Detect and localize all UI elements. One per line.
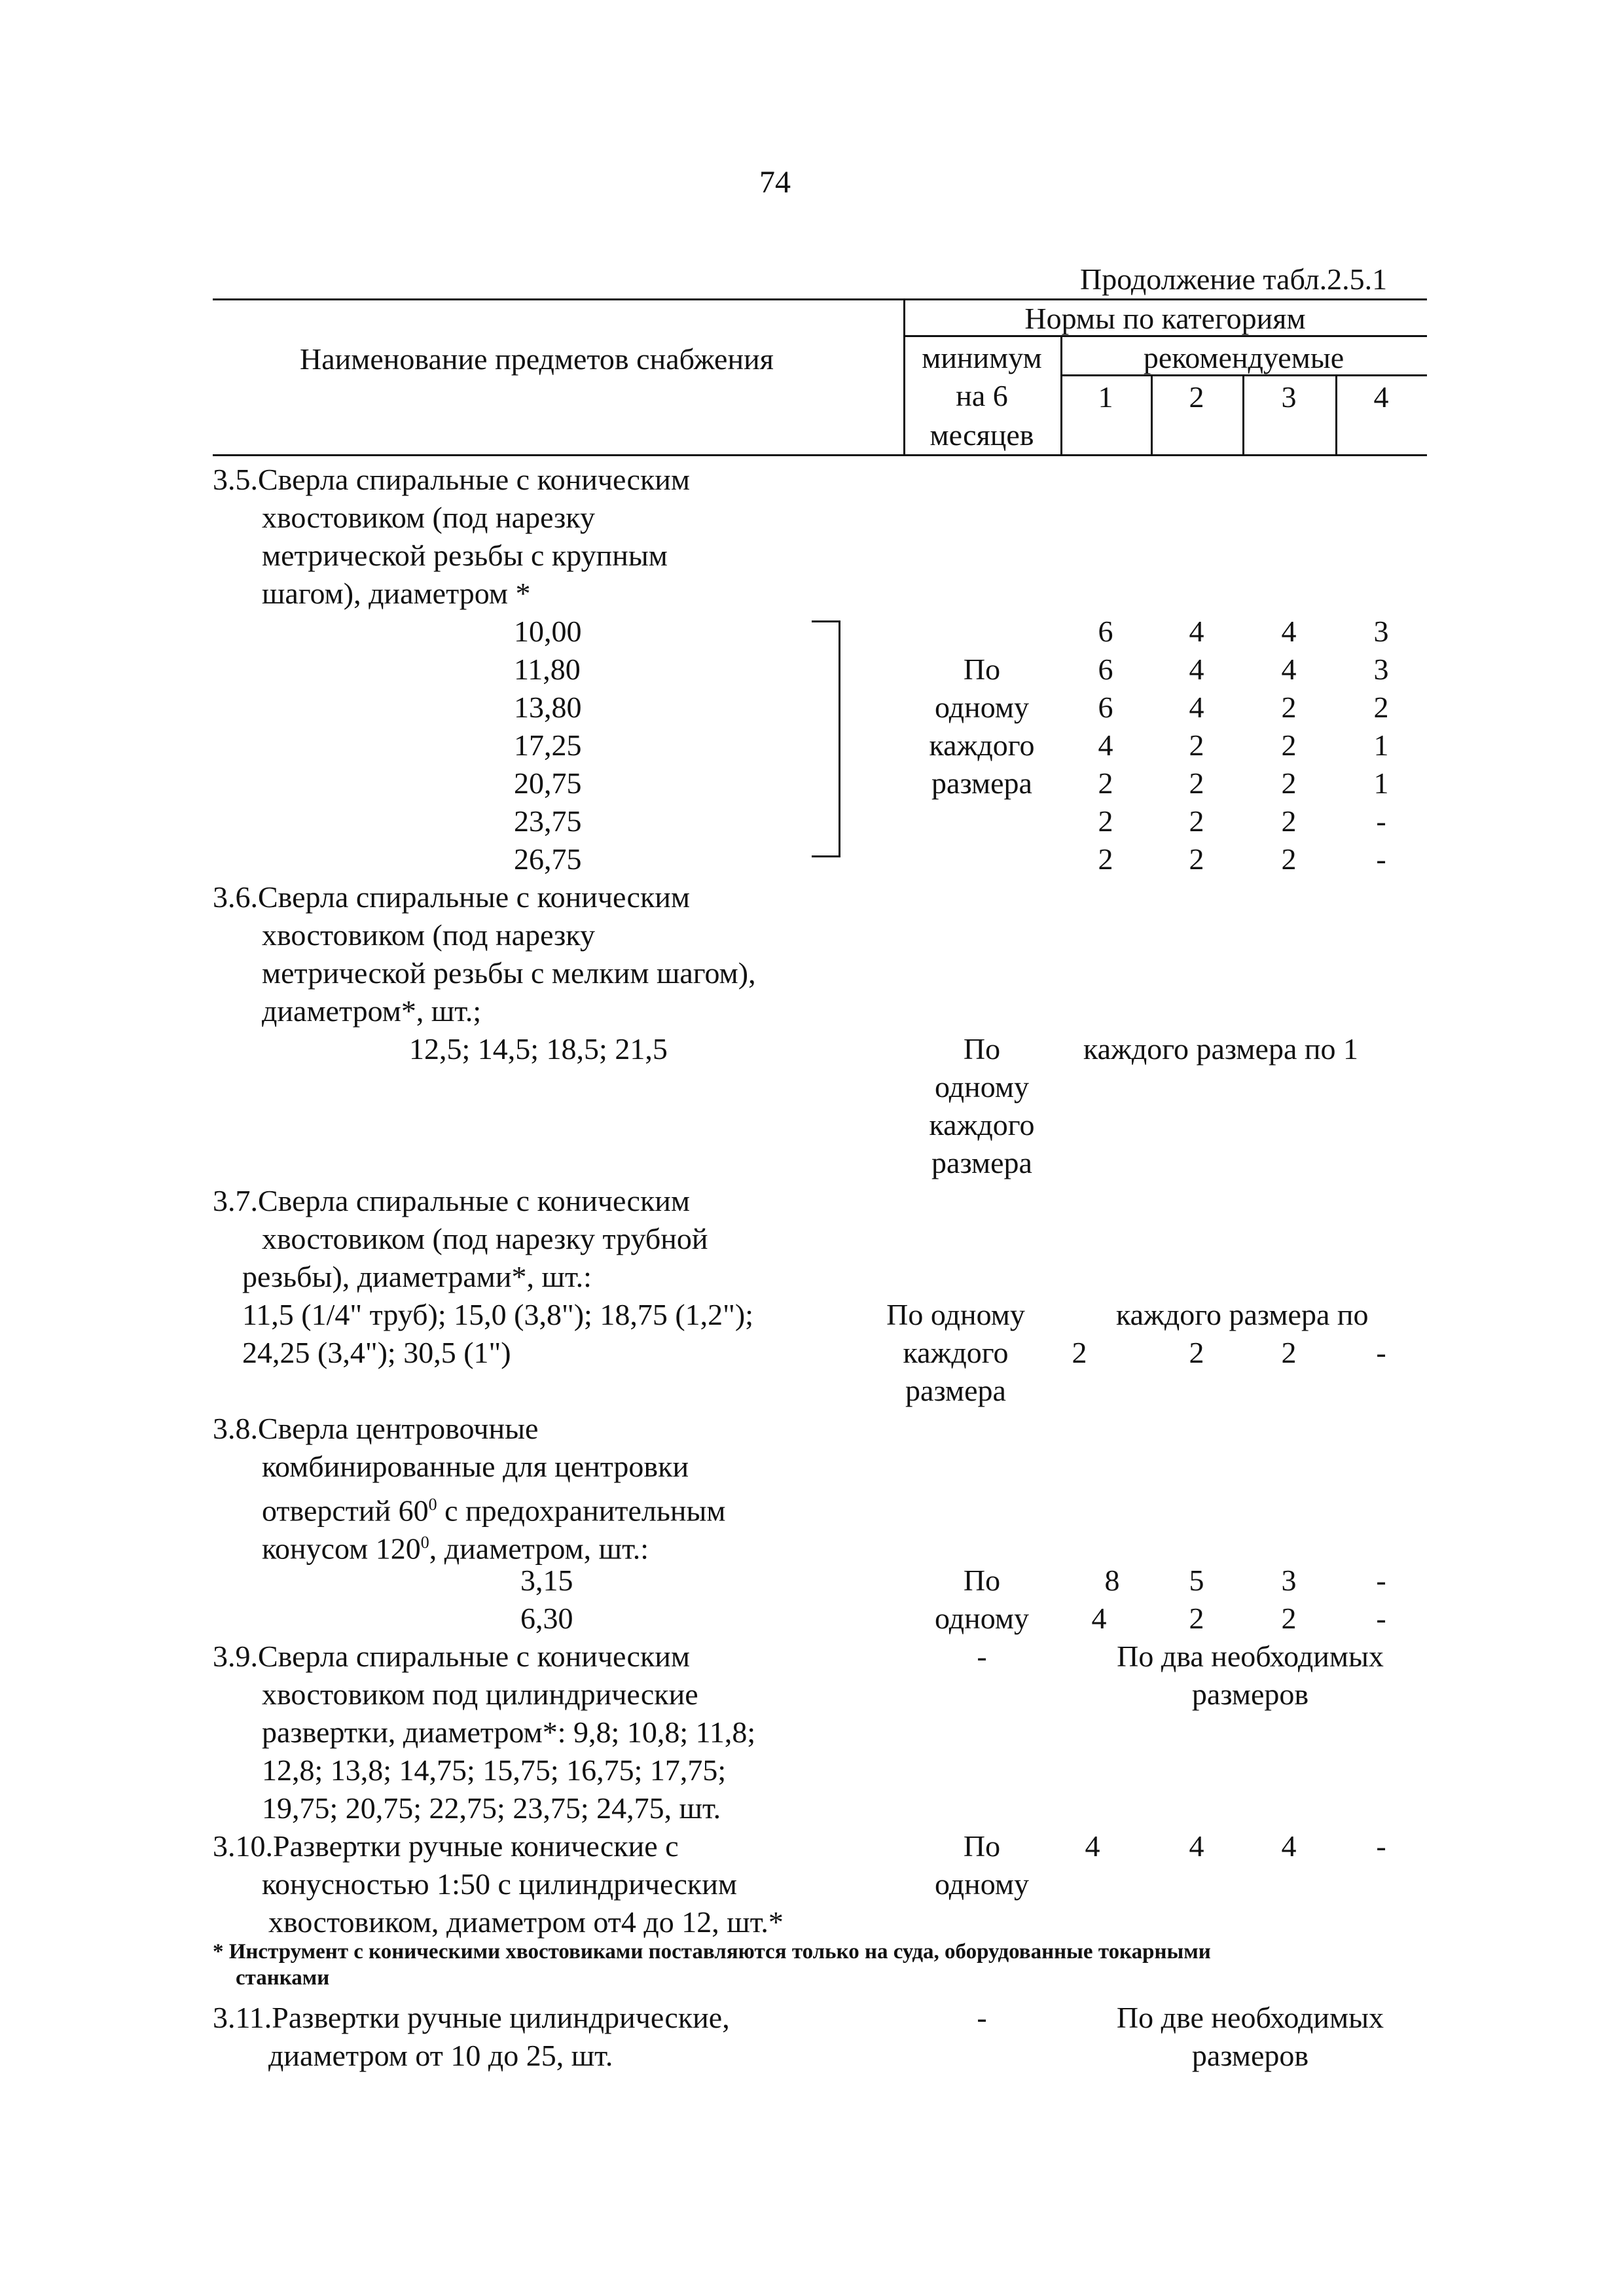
- item-3-10-line-3: хвостовиком, диаметром от4 до 12, шт.*: [268, 1905, 784, 1939]
- recommended-text: размеров: [1191, 2039, 1309, 2072]
- cat-2-value: 4: [1189, 653, 1204, 686]
- footnote-line-1: * Инструмент с коническими хвостовиками поставляются только на суда, оборудованные токарными: [213, 1940, 1211, 1964]
- item-3-6-line-2: хвостовиком (под нарезку: [262, 918, 595, 952]
- item-3-6-line-3: метрической резьбы с мелким шагом),: [262, 956, 756, 990]
- diameter: 23,75: [514, 804, 582, 838]
- cat-2-value: 2: [1189, 1602, 1204, 1635]
- footnote-line-2: станками: [236, 1966, 330, 1990]
- cat-4-value: -: [1376, 1602, 1386, 1635]
- cat-4-value: -: [1376, 1336, 1386, 1369]
- cat-2-value: 2: [1189, 766, 1204, 800]
- minimum-text: одному: [935, 1867, 1029, 1901]
- header-months: месяцев: [929, 418, 1034, 452]
- header-recommended: рекомендуемые: [1143, 341, 1344, 374]
- cat-4-value: -: [1376, 1564, 1386, 1597]
- cat-2-value: 2: [1189, 728, 1204, 762]
- header-cat-4: 4: [1373, 380, 1389, 414]
- item-3-8-line-2: комбинированные для центровки: [262, 1450, 689, 1483]
- cat-4-value: 1: [1373, 766, 1389, 800]
- item-3-11-line-1: 3.11.Развертки ручные цилиндрические,: [213, 2001, 730, 2034]
- cat-1-value: 2: [1098, 842, 1113, 876]
- cat-4-value: -: [1376, 842, 1386, 876]
- item-3-6-sizes: 12,5; 14,5; 18,5; 21,5: [409, 1032, 668, 1066]
- minimum-text: размера: [931, 1146, 1032, 1179]
- cat-4-value: -: [1376, 804, 1386, 838]
- cat-4-value: -: [1376, 1829, 1386, 1863]
- item-3-5-line-1: 3.5.Сверла спиральные с коническим: [213, 463, 691, 496]
- cat-4-value: 2: [1373, 691, 1389, 724]
- diameter: 11,80: [514, 653, 581, 686]
- cat-3-value: 2: [1281, 691, 1297, 724]
- item-3-5-line-4: шагом), диаметром *: [262, 577, 531, 610]
- cat-2-value: 4: [1189, 615, 1204, 648]
- cat-2-value: 4: [1189, 691, 1204, 724]
- table-header-bottom-rule: [213, 454, 1427, 456]
- degree-mark: 0: [420, 1533, 429, 1552]
- degree-mark: 0: [428, 1495, 437, 1514]
- minimum-text: каждого: [903, 1336, 1009, 1369]
- item-3-7-line-3: резьбы), диаметрами*, шт.:: [242, 1260, 592, 1293]
- header-cat-3: 3: [1281, 380, 1297, 414]
- minimum-text: каждого: [929, 1108, 1035, 1141]
- cat-1-value: 2: [1072, 1336, 1087, 1369]
- item-3-9-line-2: хвостовиком под цилиндрические: [262, 1677, 698, 1711]
- cat-1-value: 8: [1104, 1564, 1120, 1597]
- item-3-10-line-1: 3.10.Развертки ручные конические с: [213, 1829, 679, 1863]
- line-text: отверстий 60: [262, 1494, 429, 1528]
- line-text: , диаметром, шт.:: [429, 1532, 649, 1566]
- cat-3-value: 4: [1281, 653, 1297, 686]
- minimum-text: одному: [935, 691, 1029, 724]
- item-3-8-line-4: [262, 1524, 649, 1568]
- cat-4-value: 3: [1373, 653, 1389, 686]
- header-on-6: на 6: [956, 379, 1008, 412]
- grouping-bracket: [812, 620, 840, 857]
- cat-1-value: 2: [1098, 766, 1113, 800]
- item-3-9-line-3: развертки, диаметром*: 9,8; 10,8; 11,8;: [262, 1715, 756, 1749]
- recommended-text: каждого размера по 1: [1083, 1032, 1358, 1066]
- cat-2-value: 4: [1189, 1829, 1204, 1863]
- cat-4-value: 1: [1373, 728, 1389, 762]
- minimum-text: одному: [935, 1602, 1029, 1635]
- item-3-9-line-5: 19,75; 20,75; 22,75; 23,75; 24,75, шт.: [262, 1791, 721, 1825]
- cat-3-value: 2: [1281, 1602, 1297, 1635]
- cat-3-value: 4: [1281, 615, 1297, 648]
- cat-2-value: 2: [1189, 1336, 1204, 1369]
- cat-4-value: 3: [1373, 615, 1389, 648]
- cat-1-value: 2: [1098, 804, 1113, 838]
- recommended-text: размеров: [1191, 1677, 1309, 1711]
- minimum-text: По: [963, 1829, 1001, 1863]
- line-text: конусом 120: [262, 1532, 421, 1566]
- minimum-text: одному: [935, 1070, 1029, 1103]
- header-cat-1: 1: [1098, 380, 1113, 414]
- item-3-7-line-1: 3.7.Сверла спиральные с коническим: [213, 1184, 691, 1217]
- minimum-text: -: [977, 2001, 987, 2034]
- minimum-text: каждого: [929, 728, 1035, 762]
- minimum-text: -: [977, 1640, 987, 1673]
- cat-3-value: 2: [1281, 1336, 1297, 1369]
- diameter: 13,80: [514, 691, 582, 724]
- line-text: с предохранительным: [437, 1494, 726, 1528]
- diameter: 10,00: [514, 615, 582, 648]
- diameter: 17,25: [514, 728, 582, 762]
- diameter: 26,75: [514, 842, 582, 876]
- minimum-text: размера: [931, 766, 1032, 800]
- item-3-9-line-1: 3.9.Сверла спиральные с коническим: [213, 1640, 691, 1673]
- header-name-column: Наименование предметов снабжения: [300, 342, 774, 376]
- item-3-5-line-2: хвостовиком (под нарезку: [262, 501, 595, 534]
- item-3-7-line-2: хвостовиком (под нарезку трубной: [262, 1222, 708, 1255]
- cat-1-value: 4: [1098, 728, 1113, 762]
- cat-3-value: 2: [1281, 842, 1297, 876]
- cat-1-value: 4: [1091, 1602, 1107, 1635]
- cat-2-value: 2: [1189, 842, 1204, 876]
- recommended-text: каждого размера по: [1116, 1298, 1369, 1331]
- item-3-7-line-5: 24,25 (3,4"); 30,5 (1"): [242, 1336, 511, 1369]
- cat-3-value: 3: [1281, 1564, 1297, 1597]
- cat-1-value: 6: [1098, 615, 1113, 648]
- cat-3-value: 2: [1281, 728, 1297, 762]
- minimum-text: размера: [905, 1374, 1006, 1407]
- item-3-9-line-4: 12,8; 13,8; 14,75; 15,75; 16,75; 17,75;: [262, 1753, 727, 1787]
- item-3-5-line-3: метрической резьбы с крупным: [262, 539, 668, 572]
- cat-1-value: 6: [1098, 653, 1113, 686]
- cat-3-value: 4: [1281, 1829, 1297, 1863]
- recommended-text: По две необходимых: [1116, 2001, 1384, 2034]
- minimum-text: По: [963, 653, 1001, 686]
- minimum-text: По: [963, 1032, 1001, 1066]
- header-minimum: минимум: [922, 341, 1042, 374]
- item-3-7-line-4: 11,5 (1/4" труб); 15,0 (3,8"); 18,75 (1,2");: [242, 1298, 754, 1331]
- cat-3-value: 2: [1281, 766, 1297, 800]
- cat-3-value: 2: [1281, 804, 1297, 838]
- header-cat-2: 2: [1189, 380, 1204, 414]
- minimum-text: По одному: [886, 1298, 1025, 1331]
- cat-1-value: 6: [1098, 691, 1113, 724]
- minimum-text: По: [963, 1564, 1001, 1597]
- item-3-10-line-2: конусностью 1:50 с цилиндрическим: [262, 1867, 738, 1901]
- diameter: 20,75: [514, 766, 582, 800]
- continuation-label: Продолжение табл.2.5.1: [1080, 262, 1388, 296]
- item-3-6-line-4: диаметром*, шт.;: [262, 994, 482, 1028]
- cat-2-value: 2: [1189, 804, 1204, 838]
- item-3-8-line-1: 3.8.Сверла центровочные: [213, 1412, 539, 1445]
- item-3-11-line-2: диаметром от 10 до 25, шт.: [268, 2039, 613, 2072]
- item-3-6-line-1: 3.6.Сверла спиральные с коническим: [213, 880, 691, 914]
- cat-2-value: 5: [1189, 1564, 1204, 1597]
- diameter: 6,30: [520, 1602, 573, 1635]
- page-number: 74: [759, 165, 791, 200]
- header-norms: Нормы по категориям: [1024, 302, 1306, 335]
- diameter: 3,15: [520, 1564, 573, 1597]
- cat-1-value: 4: [1085, 1829, 1100, 1863]
- recommended-text: По два необходимых: [1117, 1640, 1384, 1673]
